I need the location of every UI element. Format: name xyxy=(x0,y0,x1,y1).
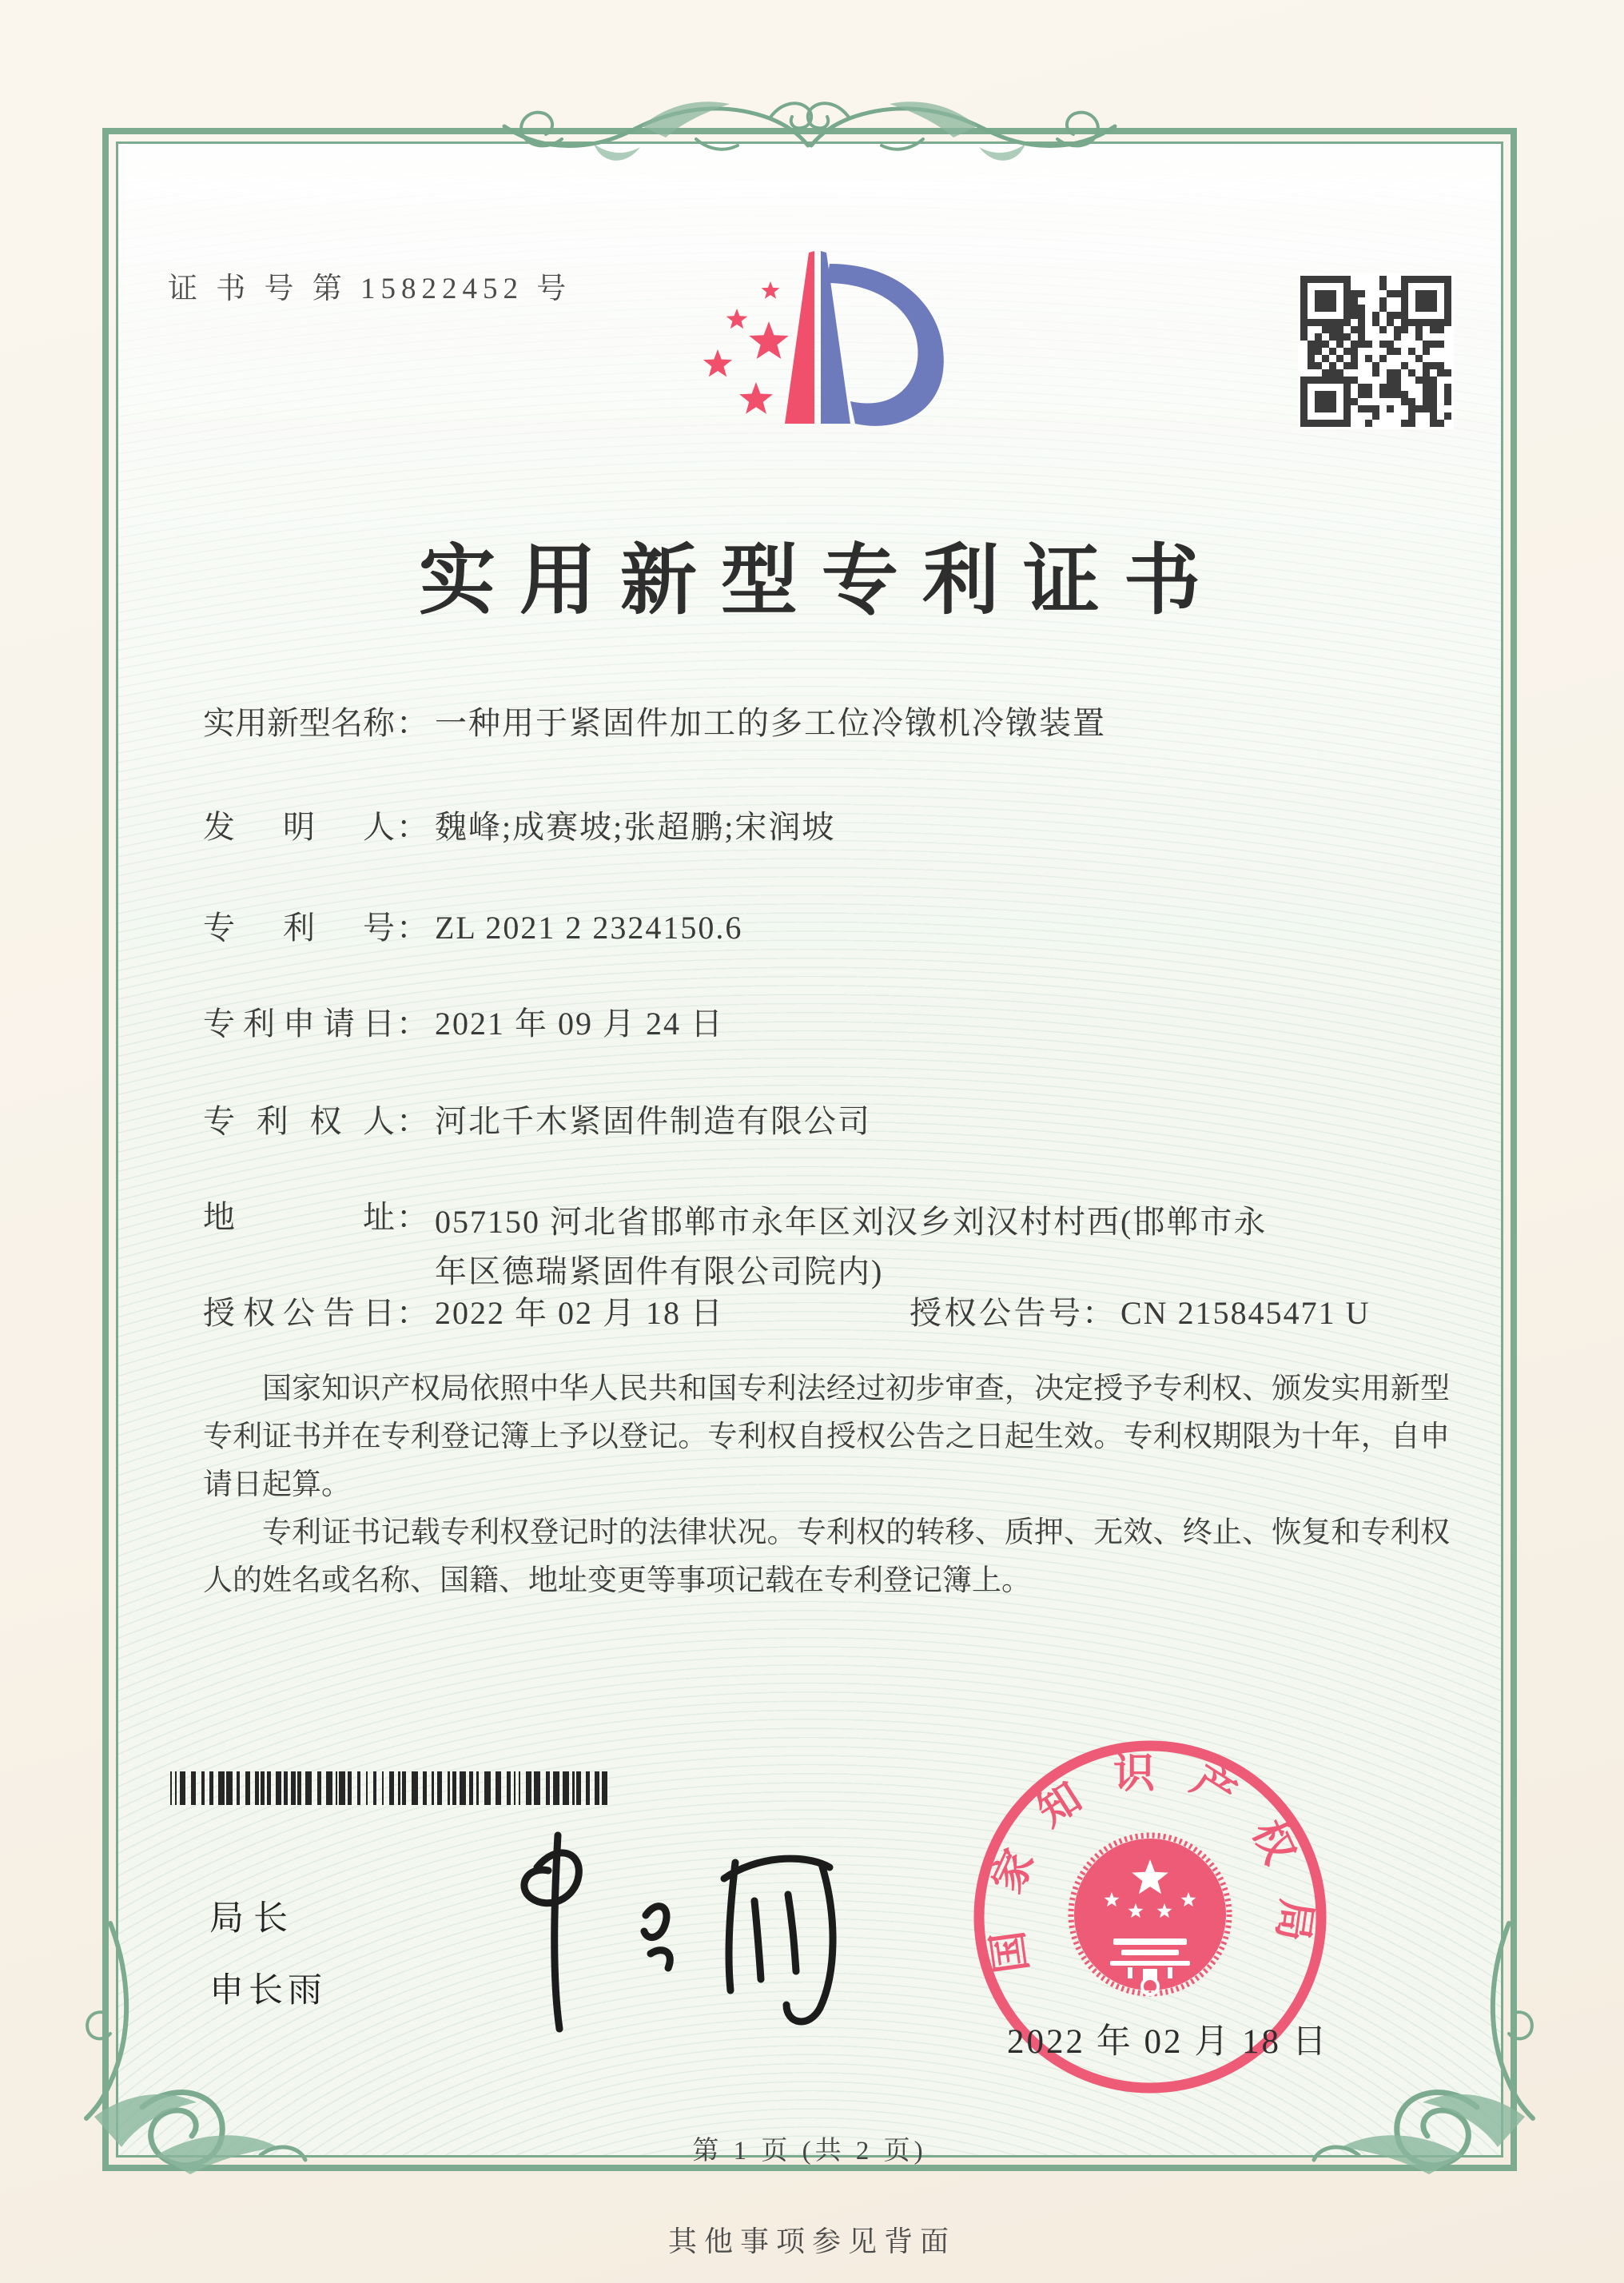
field-label: 授权公告日 xyxy=(203,1295,395,1331)
field-value: 魏峰;成赛坡;张超鹏;宋润坡 xyxy=(435,809,836,845)
field-colon: ： xyxy=(396,809,428,845)
field-row-grant xyxy=(203,1293,1371,1333)
commissioner-title: 局长 xyxy=(209,1900,297,1938)
field-colon: ： xyxy=(396,910,428,946)
field-colon: ： xyxy=(396,1006,428,1042)
field-row-address xyxy=(203,1197,1434,1297)
field-label: 实用新型名称 xyxy=(203,705,395,741)
field-row-patent-number xyxy=(203,908,742,948)
field-row-inventors xyxy=(203,807,835,847)
grant-date-value: 2022 年 02 月 18 日 xyxy=(435,1295,724,1331)
legal-paragraph-1: 国家知识产权局依照中华人民共和国专利法经过初步审查，决定授予专利权、颁发实用新型专利证书并在专利登记簿上予以登记。专利权自授权公告之日起生效。专利权期限为十年，自申请日起算。 xyxy=(203,1373,1450,1501)
barcode-icon xyxy=(170,1771,618,1805)
commissioner-name: 申长雨 xyxy=(209,1972,327,2010)
logo-red-wedge xyxy=(785,251,814,424)
field-colon: ： xyxy=(396,705,428,741)
qr-code-icon xyxy=(1298,273,1454,429)
field-row-utility-model-name xyxy=(203,703,1106,743)
logo-stars xyxy=(703,281,789,414)
legal-paragraph-2: 专利证书记载专利权登记时的法律状况。专利权的转移、质押、无效、终止、恢复和专利权人的姓名或名称、国籍、地址变更等事项记载在专利登记簿上。 xyxy=(203,1516,1450,1597)
bottom-left-corner-flourish-icon xyxy=(62,1917,326,2181)
seal-national-emblem xyxy=(1071,1835,1229,1994)
field-label: 地址 xyxy=(203,1199,395,1235)
field-colon: ： xyxy=(396,1295,428,1331)
field-row-patentee xyxy=(203,1102,871,1142)
seal-agency-text: 国家知识产权局 xyxy=(981,1751,1320,1976)
field-colon: ： xyxy=(396,1199,428,1235)
certificate-title: 实用新型专利证书 xyxy=(419,538,1224,624)
field-value-address xyxy=(435,1197,1434,1297)
field-colon: ： xyxy=(1082,1295,1114,1331)
address-line-1: 057150 河北省邯郸市永年区刘汉乡刘汉村村西(邯郸市永 xyxy=(435,1204,1268,1240)
back-side-note: 其他事项参见背面 xyxy=(667,2225,956,2257)
field-label: 专利申请日 xyxy=(203,1006,395,1042)
field-label: 专利号 xyxy=(203,910,395,946)
top-border-dragon-ornament-icon xyxy=(496,77,1123,182)
commissioner-signature-icon xyxy=(460,1821,892,2053)
grant-number-value: CN 215845471 U xyxy=(1120,1295,1371,1331)
field-label: 授权公告号 xyxy=(910,1295,1081,1331)
bottom-right-corner-flourish-icon xyxy=(1293,1917,1557,2181)
address-line-2: 年区德瑞紧固件有限公司院内) xyxy=(435,1253,884,1289)
legal-text-block xyxy=(203,1365,1450,1605)
field-row-filing-date xyxy=(203,1004,724,1044)
field-value: 2021 年 09 月 24 日 xyxy=(435,1006,724,1042)
seal-date: 2022 年 02 月 18 日 xyxy=(1007,2023,1329,2061)
field-value: 一种用于紧固件加工的多工位冷镦机冷镦装置 xyxy=(435,705,1106,741)
certificate-number: 证 书 号 第 15822452 号 xyxy=(168,273,572,305)
grant-number-group xyxy=(910,1293,1370,1333)
field-value: 河北千木紧固件制造有限公司 xyxy=(435,1103,871,1139)
cnipa-logo-icon xyxy=(668,214,972,462)
field-label: 发明人 xyxy=(203,809,395,845)
field-colon: ： xyxy=(396,1103,428,1139)
page-number: 第 1 页 (共 2 页) xyxy=(692,2137,927,2165)
field-label: 专利权人 xyxy=(203,1103,395,1139)
certificate-border-frame xyxy=(102,128,1517,2171)
field-value: ZL 2021 2 2324150.6 xyxy=(435,910,743,946)
